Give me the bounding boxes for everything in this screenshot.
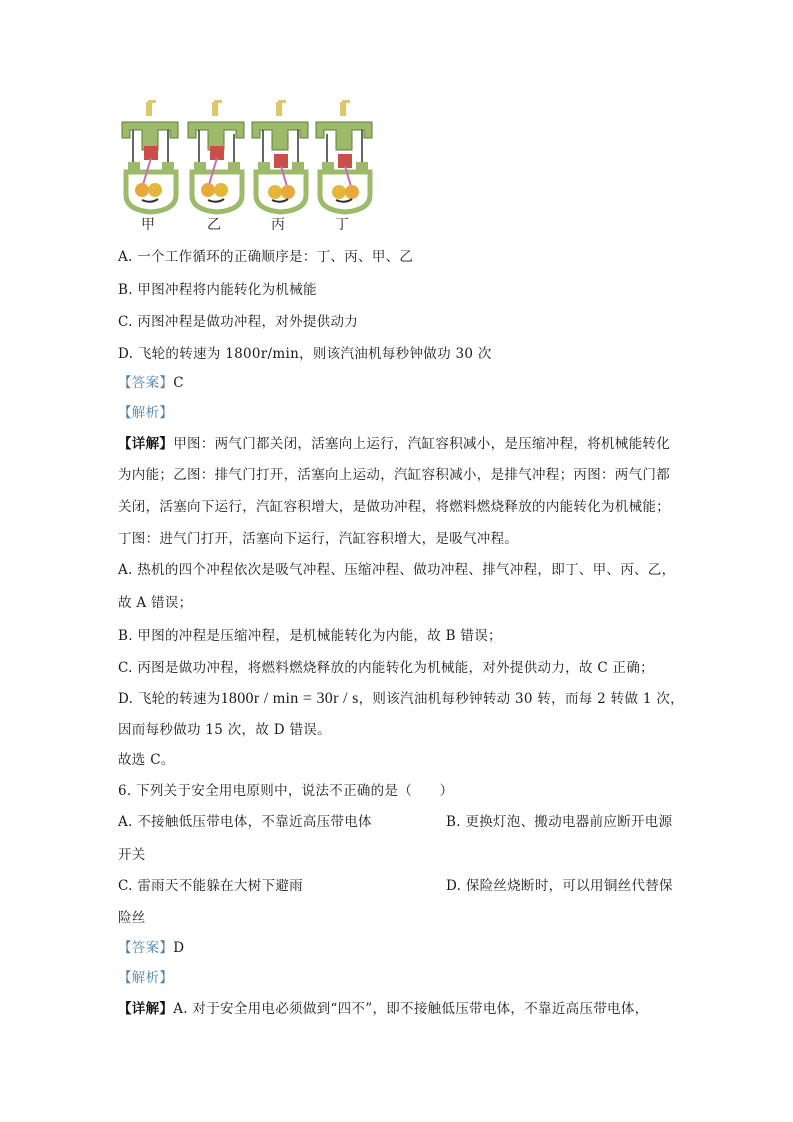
engine-diagram-jia — [118, 100, 184, 235]
detail-tag: 【详解】 — [118, 1001, 174, 1017]
q5-answer — [118, 373, 184, 393]
engine-label: 乙 — [207, 217, 221, 233]
engine-icon — [248, 100, 314, 215]
engine-diagram-ding — [312, 100, 378, 235]
engine-icon — [184, 100, 250, 215]
engine-diagram-bing — [248, 100, 314, 235]
q6-option-b: B. 更换灯泡、搬动电器前应断开电源 — [446, 814, 673, 830]
explain-d-prefix: D. 飞轮的转速为 — [118, 691, 221, 707]
q5-explain-a-cont: 故 A 错误； — [118, 595, 193, 611]
q5-conclusion: 故选 C。 — [118, 752, 175, 768]
q5-option-b: B. 甲图冲程将内能转化为机械能 — [118, 282, 317, 298]
q6-option-b-cont: 开关 — [118, 847, 146, 863]
q5-option-c: C. 丙图冲程是做功冲程，对外提供动力 — [118, 314, 359, 330]
q6-option-c: C. 雷雨天不能躲在大树下避雨 — [118, 878, 303, 894]
engine-label: 甲 — [141, 217, 155, 233]
q6-stem: 6. 下列关于安全用电原则中，说法不正确的是（ ） — [118, 783, 454, 799]
answer-value: D — [173, 940, 185, 956]
q5-explain-c: C. 丙图是做功冲程，将燃料燃烧释放的内能转化为机械能，对外提供动力，故 C 正确； — [118, 660, 654, 676]
q5-detail-line-3: 关闭，活塞向下运行，汽缸容积增大，是做功冲程，将燃料燃烧释放的内能转化为机械能； — [118, 499, 670, 515]
q6-option-d-cont: 险丝 — [118, 910, 146, 926]
q6-option-d: D. 保险丝烧断时，可以用铜丝代替保 — [446, 878, 673, 894]
q5-explain-d-cont: 因而每秒做功 15 次，故 D 错误。 — [118, 722, 331, 738]
engine-icon — [118, 100, 184, 215]
engine-icon — [312, 100, 378, 215]
q6-option-a: A. 不接触低压带电体，不靠近高压带电体 — [118, 814, 372, 830]
engine-stroke-figure — [118, 100, 380, 235]
detail-tag: 【详解】 — [118, 436, 174, 452]
answer-tag: 【答案】 — [118, 375, 174, 391]
answer-tag: 【答案】 — [118, 940, 174, 956]
engine-label: 丁 — [335, 217, 349, 233]
formula: 1800r / min = 30r / s — [220, 690, 359, 707]
q5-detail-line-2: 为内能；乙图：排气门打开，活塞向上运动，汽缸容积减小，是排气冲程；丙图：两气门都 — [118, 467, 670, 483]
q5-analysis-tag: 【解析】 — [118, 405, 174, 421]
detail-text: A. 对于安全用电必须做到“四不”，即不接触低压带电体，不靠近高压带电体， — [173, 1001, 649, 1017]
q6-answer — [118, 938, 184, 958]
q5-explain-d — [118, 689, 684, 709]
q6-option-row-1 — [118, 812, 372, 832]
engine-diagram-yi — [184, 100, 250, 235]
q5-explain-b: B. 甲图的冲程是压缩冲程，是机械能转化为内能，故 B 错误； — [118, 628, 502, 644]
answer-value: C — [173, 375, 184, 391]
q5-option-d: D. 飞轮的转速为 1800r/min，则该汽油机每秒钟做功 30 次 — [118, 346, 492, 362]
q5-detail-line-1 — [118, 434, 670, 454]
q5-detail-line-4: 丁图：进气门打开，活塞向下运行，汽缸容积增大，是吸气冲程。 — [118, 531, 519, 547]
q5-explain-a: A. 热机的四个冲程依次是吸气冲程、压缩冲程、做功冲程、排气冲程，即丁、甲、丙、乙， — [118, 562, 676, 578]
q6-detail-line-1 — [118, 999, 648, 1019]
q6-analysis-tag: 【解析】 — [118, 970, 174, 986]
engine-label: 丙 — [271, 217, 285, 233]
detail-text: 甲图：两气门都关闭，活塞向上运行，汽缸容积减小，是压缩冲程，将机械能转化 — [173, 436, 671, 452]
explain-d-suffix: ，则该汽油机每秒钟转动 30 转，而每 2 转做 1 次， — [358, 691, 684, 707]
q5-option-a: A. 一个工作循环的正确顺序是：丁、丙、甲、乙 — [118, 249, 414, 265]
